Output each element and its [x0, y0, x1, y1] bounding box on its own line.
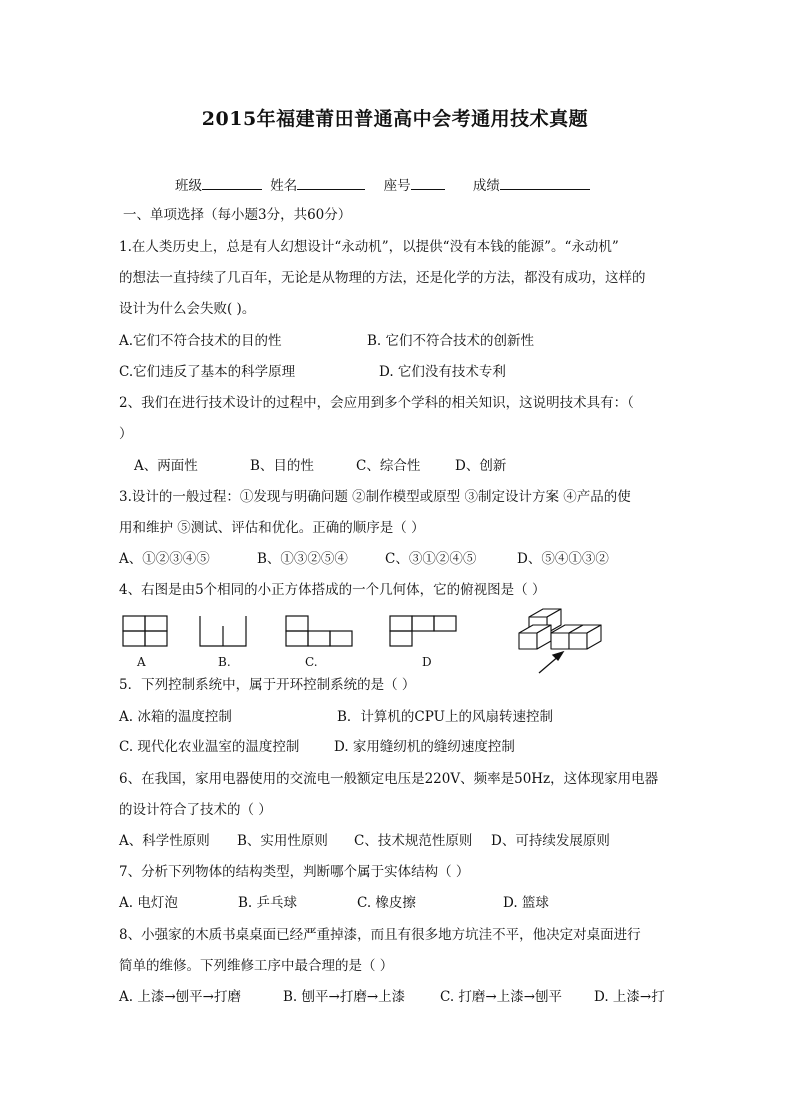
q2-option-a: A、两面性: [134, 458, 198, 474]
q2-stem-line1: 2、我们在进行技术设计的过程中，会应用到多个学科的相关知识，这说明技术具有：（: [119, 395, 634, 411]
q1-option-d: D. 它们没有技术专利: [379, 364, 506, 380]
q6-option-d: D、可持续发展原则: [491, 833, 610, 849]
q6-option-c: C、技术规范性原则: [354, 833, 473, 849]
q2-option-b: B、目的性: [250, 458, 314, 474]
q1-stem-line1: 1.在人类历史上，总是有人幻想设计“永动机”，以提供“没有本钱的能源”。“永动机”: [119, 239, 619, 255]
q6-option-b: B、实用性原则: [237, 833, 328, 849]
q1-stem-line2: 的想法一直持续了几百年，无论是从物理的方法，还是化学的方法，都没有成功，这样的: [119, 270, 646, 286]
q2-stem-line2: ）: [119, 426, 133, 442]
q4-figure-b: [198, 614, 250, 648]
section-heading: 一、单项选择（每小题3分，共60分）: [123, 207, 352, 223]
q1-option-b: B. 它们不符合技术的创新性: [367, 333, 535, 349]
q1-option-c: C.它们违反了基本的科学原理: [119, 364, 296, 380]
q4-figure-c: [285, 614, 357, 648]
q6-stem-line1: 6、在我国，家用电器使用的交流电一般额定电压是220V、频率是50Hz，这体现家用电器: [119, 771, 659, 787]
q3-option-c: C、③①②④⑤: [385, 551, 477, 567]
q7-option-b: B. 乒乓球: [238, 895, 298, 911]
name-blank[interactable]: [297, 175, 365, 190]
q4-figure-c-label: C.: [305, 655, 318, 669]
student-info-line: [175, 175, 594, 196]
q5-option-d: D. 家用缝纫机的缝纫速度控制: [334, 739, 515, 755]
q8-stem-line1: 8、小强家的木质书桌桌面已经严重掉漆，而且有很多地方坑洼不平，他决定对桌面进行: [119, 927, 641, 943]
q5-option-c: C. 现代化农业温室的温度控制: [119, 739, 300, 755]
q4-figure-d-label: D: [422, 655, 432, 669]
q8-stem-line2: 简单的维修。下列维修工序中最合理的是（ ）: [119, 958, 394, 974]
q6-stem-line2: 的设计符合了技术的（ ）: [119, 802, 272, 818]
q4-figure-b-label: B.: [218, 655, 231, 669]
q2-option-c: C、综合性: [356, 458, 421, 474]
q4-stem: 4、右图是由5个相同的小正方体搭成的一个几何体，它的俯视图是（ ）: [119, 582, 546, 598]
q5-option-b: B．计算机的CPU上的风扇转速控制: [337, 709, 553, 725]
q7-option-d: D. 篮球: [503, 895, 549, 911]
q5-stem: 5．下列控制系统中，属于开环控制系统的是（ ）: [119, 677, 416, 693]
q4-cube-solid-figure: [515, 605, 610, 675]
q8-option-b: B. 刨平→打磨→上漆: [283, 989, 406, 1005]
q8-option-d: D. 上漆→打: [594, 989, 665, 1005]
q3-option-a: A、①②③④⑤: [119, 551, 210, 567]
name-label: 姓名: [270, 178, 298, 194]
q7-option-c: C. 橡皮擦: [357, 895, 416, 911]
q1-stem-line3: 设计为什么会失败( )。: [119, 301, 256, 317]
q4-figure-a: [122, 614, 172, 648]
seat-blank[interactable]: [411, 175, 445, 190]
q3-option-d: D、⑤④①③②: [517, 551, 609, 567]
q1-option-a: A.它们不符合技术的目的性: [119, 333, 282, 349]
q2-option-d: D、创新: [455, 458, 507, 474]
score-blank[interactable]: [500, 175, 590, 190]
q3-stem-line1: 3.设计的一般过程：①发现与明确问题 ②制作模型或原型 ③制定设计方案 ④产品的使: [119, 489, 631, 505]
q7-option-a: A. 电灯泡: [119, 895, 178, 911]
class-blank[interactable]: [202, 175, 262, 190]
q8-option-c: C. 打磨→上漆→刨平: [440, 989, 563, 1005]
seat-label: 座号: [383, 178, 411, 194]
page-title: 2015年福建莆田普通高中会考通用技术真题: [201, 108, 589, 130]
q3-stem-line2: 用和维护 ⑤测试、评估和优化。正确的顺序是（ ）: [119, 520, 425, 536]
q8-option-a: A. 上漆→刨平→打磨: [119, 989, 241, 1005]
q5-option-a: A. 冰箱的温度控制: [119, 709, 232, 725]
q4-figure-d: [389, 614, 461, 648]
q7-stem: 7、分析下列物体的结构类型，判断哪个属于实体结构（ ）: [119, 864, 470, 880]
q4-figure-a-label: A: [137, 655, 146, 669]
class-label: 班级: [175, 178, 202, 194]
q6-option-a: A、科学性原则: [119, 833, 210, 849]
q3-option-b: B、①③②⑤④: [257, 551, 348, 567]
score-label: 成绩: [472, 178, 500, 194]
